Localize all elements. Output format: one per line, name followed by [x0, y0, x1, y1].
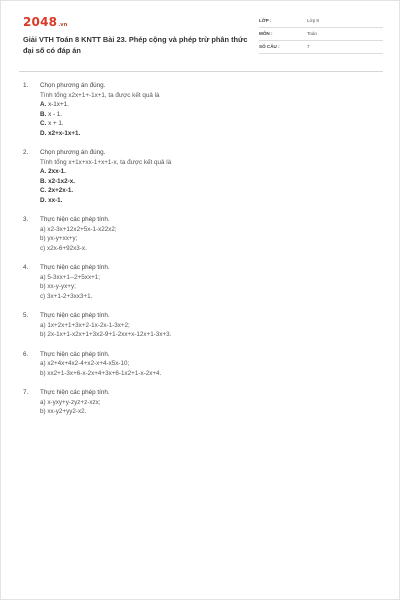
- question-number: 7.: [23, 389, 29, 396]
- answer-option[interactable]: [23, 129, 373, 139]
- question-body-line: a) 5-3xx+1--2+5xx+1;: [40, 273, 101, 281]
- question-body-line: b) xx2+1-3x+6-x-2x+4+3x+6-1x2+1-x-2x+4.: [40, 369, 162, 377]
- meta-row-subject: [259, 28, 383, 41]
- question-header: [23, 81, 373, 91]
- question-body-line: a) x2-3x+12x2+5x-1-x22x2;: [40, 225, 117, 233]
- question-header: [23, 388, 373, 398]
- question-prompt: Thực hiện các phép tính.: [40, 312, 110, 319]
- question-number: 6.: [23, 350, 29, 358]
- question-prompt: Chọn phương án đúng.: [40, 82, 106, 89]
- header-divider: [19, 71, 383, 72]
- question-body-line: b) xx-y-yx+y;: [40, 283, 76, 290]
- option-text: x2+x-1x+1.: [48, 129, 81, 137]
- question-item: [23, 388, 373, 417]
- option-letter: C.: [40, 120, 47, 127]
- option-text: x + 1.: [48, 120, 64, 127]
- option-letter: D.: [40, 196, 47, 204]
- question-item: [23, 311, 373, 340]
- question-item: [23, 350, 373, 379]
- question-body-line: Tính tổng x+1x+xx-1+x+1-x, ta được kết quả là: [40, 158, 172, 166]
- option-text: 2xx-1.: [48, 168, 66, 175]
- question-body-line: c) 3x+1-2+3xx3+1.: [40, 292, 93, 300]
- option-letter: B.: [40, 110, 47, 118]
- question-header: [23, 148, 373, 158]
- question-prompt: Thực hiện các phép tính.: [40, 264, 110, 271]
- answer-option[interactable]: [23, 167, 373, 177]
- meta-value: 7: [307, 44, 310, 49]
- answer-option[interactable]: [23, 110, 373, 120]
- option-letter: A.: [40, 168, 47, 175]
- meta-label: SỐ CÂU :: [259, 44, 280, 49]
- option-text: x - 1.: [48, 110, 63, 118]
- option-letter: D.: [40, 129, 47, 137]
- answer-option[interactable]: [23, 100, 373, 110]
- site-logo[interactable]: [23, 15, 68, 29]
- question-header: [23, 263, 373, 273]
- option-text: xx-1.: [48, 196, 63, 204]
- question-body-line: b) 2x-1x+1-x2x+1+3x2-9+1-2xx+x-12x+1-3x+3.: [40, 331, 172, 338]
- option-letter: C.: [40, 187, 47, 194]
- option-letter: B.: [40, 177, 47, 185]
- header: [23, 15, 383, 65]
- question-prompt: Thực hiện các phép tính.: [40, 350, 110, 358]
- question-body-line: Tính tổng x2x+1+-1x+1, ta được kết quả là: [40, 91, 160, 99]
- answer-option[interactable]: [23, 196, 373, 206]
- question-item: [23, 81, 373, 138]
- answer-option[interactable]: [23, 119, 373, 129]
- meta-value: Lớp 8: [307, 18, 319, 23]
- question-number: 1.: [23, 82, 29, 89]
- question-body-line: c) x2x-6+92x3-x.: [40, 244, 87, 252]
- meta-info: [259, 15, 383, 54]
- meta-row-question-count: [259, 41, 383, 54]
- answer-option[interactable]: [23, 177, 373, 187]
- question-number: 5.: [23, 312, 29, 319]
- question-header: [23, 215, 373, 225]
- meta-value: Toán: [307, 31, 317, 36]
- question-number: 2.: [23, 149, 29, 156]
- question-prompt: Chọn phương án đúng.: [40, 149, 106, 156]
- question-item: [23, 263, 373, 301]
- option-text: x-1x+1.: [48, 101, 69, 108]
- question-number: 4.: [23, 264, 29, 271]
- question-body-line: a) 1x+2x+1+3x+2-1x-2x-1-3x+2;: [40, 321, 130, 329]
- question-list: [23, 81, 373, 427]
- document-title: Giải VTH Toán 8 KNTT Bài 23. Phép cộng và phép trừ phân thức đại số có đáp án: [23, 35, 248, 55]
- question-body-line: a) x2+4x+4x2-4+x2-x+4-x5x-10;: [40, 360, 130, 367]
- logo-text: 2048: [23, 15, 58, 29]
- answer-option[interactable]: [23, 186, 373, 196]
- meta-label: LỚP :: [259, 18, 272, 23]
- option-text: x2-1x2-x.: [48, 177, 76, 185]
- question-body-line: b) yx-y+xx+y;: [40, 235, 78, 242]
- question-item: [23, 148, 373, 205]
- question-prompt: Thực hiện các phép tính.: [40, 216, 110, 223]
- option-letter: A.: [40, 101, 47, 108]
- question-header: [23, 350, 373, 360]
- meta-label: MÔN :: [259, 31, 273, 36]
- meta-row-class: [259, 15, 383, 28]
- question-header: [23, 311, 373, 321]
- logo-suffix: .vn: [58, 22, 68, 28]
- question-item: [23, 215, 373, 253]
- question-body-line: b) xx-y2+yy2-x2.: [40, 408, 87, 415]
- option-text: 2x+2x-1.: [48, 187, 74, 194]
- question-number: 3.: [23, 216, 29, 223]
- question-body-line: a) x-yxy+y-zyz+z-xzx;: [40, 398, 101, 406]
- question-prompt: Thực hiện các phép tính.: [40, 389, 110, 396]
